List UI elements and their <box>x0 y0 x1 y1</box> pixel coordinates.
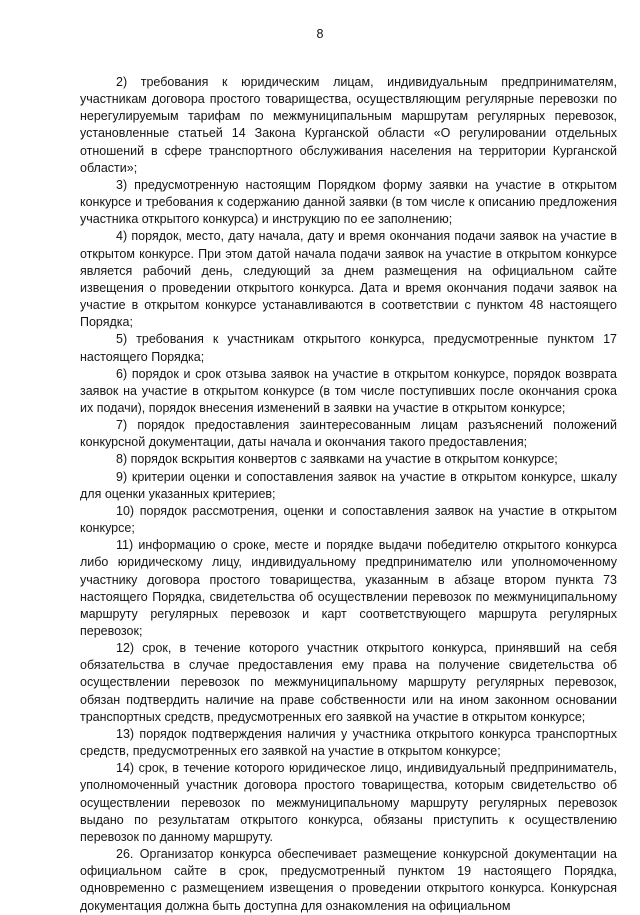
paragraph-item-9: 9) критерии оценки и сопоставления заявок на участие в открытом конкурсе, шкалу для оценки указанных критериев; <box>80 469 617 501</box>
page-number: 8 <box>316 27 324 41</box>
paragraph-item-13: 13) порядок подтверждения наличия у участника открытого конкурса транспортных средств, предусмотренных его заявкой на участие в открытом конкурсе; <box>80 726 617 759</box>
paragraph-clause-26: 26. Организатор конкурса обеспечивает размещение конкурсной документации на официальном сайте в срок, предусмотренный пунктом 19 настоящего Порядка, одновременно с размещением извещения о проведении открытого конкурса. Конкурсная документация должна быть доступна для ознакомления на официальном <box>80 847 617 913</box>
paragraph-item-2: 2) требования к юридическим лицам, индивидуальным предпринимателям, участникам договора простого товарищества, осуществляющим регулярные перевозки по нерегулируемым тарифам по межмуниципальным маршрутам регулярных перевозок, установленные статьей 14 Закона Курганской области «О регулировании отдельных отношений в сфере транспортного обслуживания населения на территории Курганской области»; <box>80 75 617 175</box>
paragraph-item-12: 12) срок, в течение которого участник открытого конкурса, принявший на себя обязательства в случае предоставления ему права на получение свидетельства об осуществлении перевозок по межмуниципальному маршруту регулярных перевозок, обязан подтвердить наличие на праве собственности или на ином законном основании транспортных средств, предусмотренных его заявкой на участие в открытом конкурсе; <box>80 641 617 724</box>
paragraph-item-11: 11) информацию о сроке, месте и порядке выдачи победителю открытого конкурса либо юридическому лицу, индивидуальному предпринимателю или уполномоченному участнику договора простого товарищества, указанным в абзаце втором пункта 73 настоящего Порядка, свидетельства об осуществлении перевозок по межмуниципальному маршруту регулярных перевозок и карт соответствующего маршрута регулярных перевозок; <box>80 538 617 638</box>
paragraph-item-4: 4) порядок, место, дату начала, дату и время окончания подачи заявок на участие в открытом конкурсе. При этом датой начала подачи заявок на участие в открытом конкурсе является рабочий день, следующий за днем размещения на официальном сайте извещения о проведении открытого конкурса. Дата и время окончания подачи заявок на участие в открытом конкурсе устанавливаются в соответствии с пунктом 48 настоящего Порядка; <box>80 229 617 330</box>
paragraph-item-8: 8) порядок вскрытия конвертов с заявками на участие в открытом конкурсе; <box>116 452 558 467</box>
paragraph-item-14: 14) срок, в течение которого юридическое лицо, индивидуальный предприниматель, уполномоченный участник договора простого товарищества, которым свидетельство об осуществлении перевозок по межмуниципальному маршруту регулярных перевозок выдано по результатам открытого конкурса, обязаны приступить к осуществлению перевозок по данному маршруту. <box>80 761 617 844</box>
document-body <box>80 74 617 915</box>
paragraph-item-6: 6) порядок и срок отзыва заявок на участие в открытом конкурсе, порядок возврата заявок на участие в открытом конкурсе (в том числе поступивших после окончания срока их подачи), порядок внесения изменений в заявки на участие в открытом конкурсе; <box>80 366 617 415</box>
paragraph-item-10: 10) порядок рассмотрения, оценки и сопоставления заявок на участие в открытом конкурсе; <box>80 503 617 536</box>
paragraph-item-7: 7) порядок предоставления заинтересованным лицам разъяснений положений конкурсной документации, даты начала и окончания такого предоставления; <box>80 418 617 450</box>
paragraph-item-3: 3) предусмотренную настоящим Порядком форму заявки на участие в открытом конкурсе и требования к содержанию данной заявки (в том числе к описанию предложения участника открытого конкурса) и инструкцию по ее заполнению; <box>80 177 617 227</box>
paragraph-item-5: 5) требования к участникам открытого конкурса, предусмотренные пунктом 17 настоящего Порядка; <box>80 332 617 364</box>
